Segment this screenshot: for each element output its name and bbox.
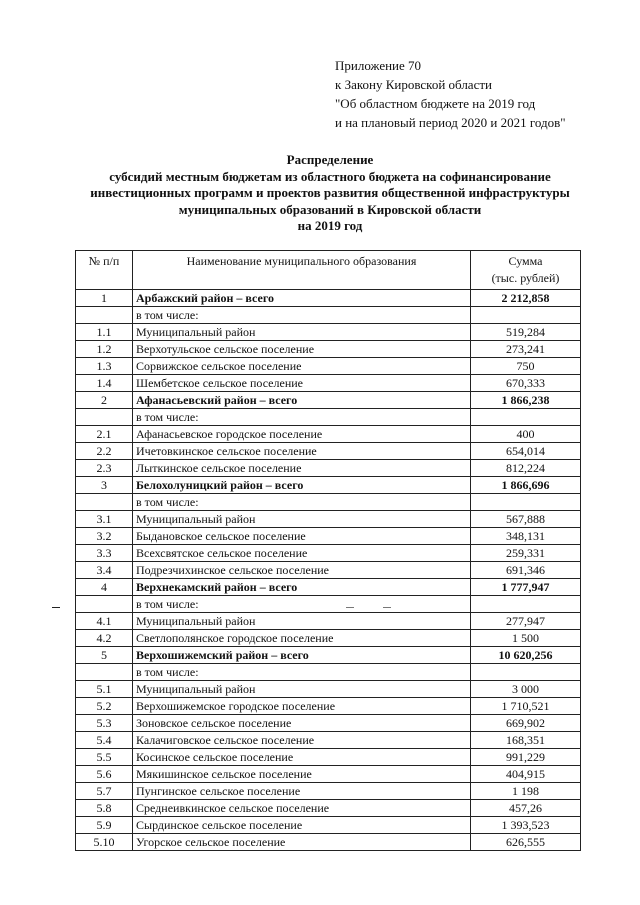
table-row xyxy=(76,783,581,800)
row-sum: 750 xyxy=(471,358,581,375)
row-sum: 567,888 xyxy=(471,511,581,528)
row-name: Мякишинское сельское поселение xyxy=(133,766,471,783)
row-sum: 691,346 xyxy=(471,562,581,579)
appendix-block xyxy=(335,56,566,132)
row-number: 5.7 xyxy=(76,783,133,800)
table-row xyxy=(76,290,581,307)
row-number: 5.4 xyxy=(76,732,133,749)
row-number: 5.3 xyxy=(76,715,133,732)
row-number: 3.1 xyxy=(76,511,133,528)
table-row xyxy=(76,766,581,783)
table-row xyxy=(76,800,581,817)
table-row xyxy=(76,358,581,375)
row-sum xyxy=(471,409,581,426)
row-number: 5.9 xyxy=(76,817,133,834)
row-number xyxy=(76,307,133,324)
row-sum: 626,555 xyxy=(471,834,581,851)
row-sum: 10 620,256 xyxy=(471,647,581,664)
row-number: 4 xyxy=(76,579,133,596)
row-sum xyxy=(471,596,581,613)
row-sum: 259,331 xyxy=(471,545,581,562)
row-name: в том числе: xyxy=(133,494,471,511)
title-line: Распределение xyxy=(286,152,374,167)
subsidy-table xyxy=(75,250,581,851)
row-name: Всехсвятское сельское поселение xyxy=(133,545,471,562)
row-name: Арбажский район – всего xyxy=(133,290,471,307)
row-name: Угорское сельское поселение xyxy=(133,834,471,851)
row-number: 1.1 xyxy=(76,324,133,341)
appendix-line: Приложение 70 xyxy=(335,58,422,73)
appendix-line: и на плановый период 2020 и 2021 годов" xyxy=(335,115,566,130)
row-name: Верхнекамский район – всего xyxy=(133,579,471,596)
row-name: Муниципальный район xyxy=(133,511,471,528)
header-name: Наименование муниципального образования xyxy=(133,251,471,290)
row-name: Афанасьевское городское поселение xyxy=(133,426,471,443)
row-number xyxy=(76,596,133,613)
row-number: 1.2 xyxy=(76,341,133,358)
row-number: 5.5 xyxy=(76,749,133,766)
row-sum: 1 198 xyxy=(471,783,581,800)
row-name: Лыткинское сельское поселение xyxy=(133,460,471,477)
table-row xyxy=(76,647,581,664)
row-sum: 2 212,858 xyxy=(471,290,581,307)
table-row xyxy=(76,732,581,749)
appendix-line: "Об областном бюджете на 2019 год xyxy=(335,96,536,111)
table-row xyxy=(76,375,581,392)
row-sum: 812,224 xyxy=(471,460,581,477)
table-row xyxy=(76,392,581,409)
row-sum: 991,229 xyxy=(471,749,581,766)
title-line: субсидий местным бюджетам из областного бюджета на софинансирование xyxy=(109,168,551,184)
table-row xyxy=(76,494,581,511)
row-name: в том числе: xyxy=(133,409,471,426)
title-line: инвестиционных программ и проектов развития общественной инфраструктуры xyxy=(90,185,570,200)
row-sum: 669,902 xyxy=(471,715,581,732)
title-line: на 2019 год xyxy=(297,218,363,233)
row-name: Светлополянское городское поселение xyxy=(133,630,471,647)
row-name: Белохолуницкий район – всего xyxy=(133,477,471,494)
table-row xyxy=(76,613,581,630)
row-sum: 1 866,696 xyxy=(471,477,581,494)
table-row xyxy=(76,834,581,851)
row-sum xyxy=(471,664,581,681)
row-name: Пунгинское сельское поселение xyxy=(133,783,471,800)
document-title xyxy=(40,152,620,235)
title-line: муниципальных образований в Кировской области xyxy=(178,201,482,217)
row-sum: 3 000 xyxy=(471,681,581,698)
row-number: 1.3 xyxy=(76,358,133,375)
table-row xyxy=(76,715,581,732)
row-name: Шембетское сельское поселение xyxy=(133,375,471,392)
header-sum-unit: (тыс. рублей) xyxy=(491,271,560,285)
row-name: Среднеивкинское сельское поселение xyxy=(133,800,471,817)
table-row xyxy=(76,477,581,494)
row-number: 5.6 xyxy=(76,766,133,783)
table-header-row xyxy=(76,251,581,290)
row-sum: 277,947 xyxy=(471,613,581,630)
row-sum: 1 866,238 xyxy=(471,392,581,409)
table-row xyxy=(76,307,581,324)
row-name: Быдановское сельское поселение xyxy=(133,528,471,545)
table-row xyxy=(76,409,581,426)
row-number: 1 xyxy=(76,290,133,307)
row-number: 2 xyxy=(76,392,133,409)
row-name: Верхошижемское городское поселение xyxy=(133,698,471,715)
table-row xyxy=(76,579,581,596)
table-row xyxy=(76,562,581,579)
row-name: Верхотульское сельское поселение xyxy=(133,341,471,358)
table-row xyxy=(76,545,581,562)
row-sum: 404,915 xyxy=(471,766,581,783)
row-number xyxy=(76,409,133,426)
row-sum: 1 393,523 xyxy=(471,817,581,834)
table-row xyxy=(76,698,581,715)
row-number: 3.3 xyxy=(76,545,133,562)
row-sum: 400 xyxy=(471,426,581,443)
scan-mark xyxy=(52,607,60,608)
row-number: 5 xyxy=(76,647,133,664)
row-number: 2.2 xyxy=(76,443,133,460)
row-name: в том числе: xyxy=(133,307,471,324)
row-sum: 273,241 xyxy=(471,341,581,358)
table-row xyxy=(76,511,581,528)
row-name: Сырдинское сельское поселение xyxy=(133,817,471,834)
row-sum: 1 777,947 xyxy=(471,579,581,596)
row-number: 3.2 xyxy=(76,528,133,545)
table-row xyxy=(76,460,581,477)
appendix-line: к Закону Кировской области xyxy=(335,77,492,92)
row-number: 2.1 xyxy=(76,426,133,443)
row-number: 5.1 xyxy=(76,681,133,698)
row-number: 4.1 xyxy=(76,613,133,630)
row-number: 1.4 xyxy=(76,375,133,392)
row-name: Зоновское сельское поселение xyxy=(133,715,471,732)
row-name: Муниципальный район xyxy=(133,613,471,630)
row-sum: 519,284 xyxy=(471,324,581,341)
row-sum xyxy=(471,494,581,511)
row-sum xyxy=(471,307,581,324)
row-name: Косинское сельское поселение xyxy=(133,749,471,766)
table-row xyxy=(76,341,581,358)
row-name: Верхошижемский район – всего xyxy=(133,647,471,664)
row-name: в том числе: xyxy=(133,596,471,613)
row-sum: 348,131 xyxy=(471,528,581,545)
table-row xyxy=(76,749,581,766)
row-sum: 670,333 xyxy=(471,375,581,392)
row-number: 3.4 xyxy=(76,562,133,579)
table-row xyxy=(76,426,581,443)
row-number xyxy=(76,494,133,511)
row-number: 5.8 xyxy=(76,800,133,817)
header-num: № п/п xyxy=(76,251,133,290)
table-row xyxy=(76,528,581,545)
table-row xyxy=(76,443,581,460)
row-name: Муниципальный район xyxy=(133,681,471,698)
table-row xyxy=(76,630,581,647)
row-name: Муниципальный район xyxy=(133,324,471,341)
table-row xyxy=(76,596,581,613)
table-body xyxy=(76,290,581,851)
row-number: 2.3 xyxy=(76,460,133,477)
row-name: Ичетовкинское сельское поселение xyxy=(133,443,471,460)
header-sum xyxy=(471,251,581,290)
row-name: Сорвижское сельское поселение xyxy=(133,358,471,375)
table-row xyxy=(76,664,581,681)
row-sum: 654,014 xyxy=(471,443,581,460)
row-number xyxy=(76,664,133,681)
row-number: 3 xyxy=(76,477,133,494)
row-number: 5.2 xyxy=(76,698,133,715)
row-number: 5.10 xyxy=(76,834,133,851)
row-name: Подрезчихинское сельское поселение xyxy=(133,562,471,579)
row-number: 4.2 xyxy=(76,630,133,647)
row-sum: 168,351 xyxy=(471,732,581,749)
table-row xyxy=(76,324,581,341)
row-sum: 1 500 xyxy=(471,630,581,647)
row-name: Афанасьевский район – всего xyxy=(133,392,471,409)
table-row xyxy=(76,817,581,834)
table-row xyxy=(76,681,581,698)
row-sum: 457,26 xyxy=(471,800,581,817)
row-name: Калачиговское сельское поселение xyxy=(133,732,471,749)
header-sum-line: Сумма xyxy=(508,254,543,268)
row-sum: 1 710,521 xyxy=(471,698,581,715)
row-name: в том числе: xyxy=(133,664,471,681)
